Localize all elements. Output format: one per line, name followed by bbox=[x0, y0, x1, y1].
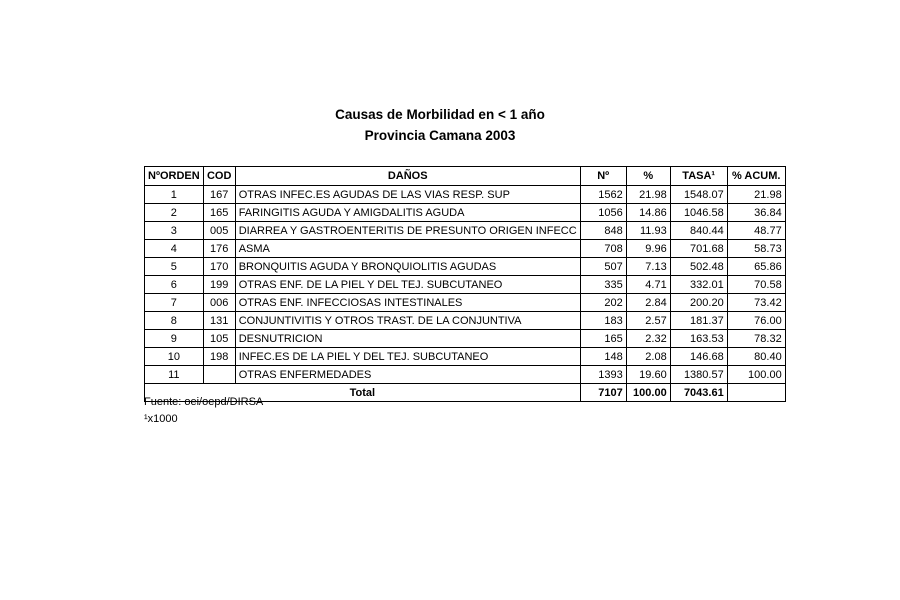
cell-cod: 170 bbox=[203, 258, 235, 276]
cell-tasa: 181.37 bbox=[670, 312, 727, 330]
cell-cod: 105 bbox=[203, 330, 235, 348]
cell-numero: 1562 bbox=[580, 186, 626, 204]
cell-total-numero: 7107 bbox=[580, 384, 626, 402]
cell-orden: 2 bbox=[145, 204, 204, 222]
cell-acumulado: 100.00 bbox=[727, 366, 785, 384]
column-header-porcentaje: % bbox=[626, 167, 670, 186]
cell-cod: 165 bbox=[203, 204, 235, 222]
table-body bbox=[145, 186, 786, 402]
cell-danos: ASMA bbox=[235, 240, 580, 258]
cell-tasa: 146.68 bbox=[670, 348, 727, 366]
column-header-acumulado: % ACUM. bbox=[727, 167, 785, 186]
cell-cod: 199 bbox=[203, 276, 235, 294]
cell-tasa: 840.44 bbox=[670, 222, 727, 240]
cell-porcentaje: 14.86 bbox=[626, 204, 670, 222]
cell-porcentaje: 21.98 bbox=[626, 186, 670, 204]
cell-orden: 5 bbox=[145, 258, 204, 276]
cell-danos: INFEC.ES DE LA PIEL Y DEL TEJ. SUBCUTANEO bbox=[235, 348, 580, 366]
cell-orden: 8 bbox=[145, 312, 204, 330]
cell-numero: 148 bbox=[580, 348, 626, 366]
cell-porcentaje: 4.71 bbox=[626, 276, 670, 294]
table-header bbox=[145, 167, 786, 186]
cell-acumulado: 48.77 bbox=[727, 222, 785, 240]
cell-danos: DIARREA Y GASTROENTERITIS DE PRESUNTO ORIGEN INFECC bbox=[235, 222, 580, 240]
cell-cod: 006 bbox=[203, 294, 235, 312]
footnote-tasa-unit: ¹x1000 bbox=[144, 413, 178, 425]
cell-cod bbox=[203, 366, 235, 384]
cell-danos: OTRAS ENF. DE LA PIEL Y DEL TEJ. SUBCUTANEO bbox=[235, 276, 580, 294]
cell-porcentaje: 2.84 bbox=[626, 294, 670, 312]
cell-orden: 6 bbox=[145, 276, 204, 294]
cell-porcentaje: 9.96 bbox=[626, 240, 670, 258]
table-row bbox=[145, 222, 786, 240]
cell-orden: 7 bbox=[145, 294, 204, 312]
cell-porcentaje: 2.32 bbox=[626, 330, 670, 348]
column-header-orden: NºORDEN bbox=[145, 167, 204, 186]
cell-numero: 708 bbox=[580, 240, 626, 258]
column-header-tasa: TASA¹ bbox=[670, 167, 727, 186]
cell-danos: DESNUTRICION bbox=[235, 330, 580, 348]
cell-acumulado: 80.40 bbox=[727, 348, 785, 366]
column-header-danos: DAÑOS bbox=[235, 167, 580, 186]
cell-danos: BRONQUITIS AGUDA Y BRONQUIOLITIS AGUDAS bbox=[235, 258, 580, 276]
cell-numero: 848 bbox=[580, 222, 626, 240]
cell-orden: 1 bbox=[145, 186, 204, 204]
cell-numero: 183 bbox=[580, 312, 626, 330]
cell-total-tasa: 7043.61 bbox=[670, 384, 727, 402]
cell-danos: OTRAS ENFERMEDADES bbox=[235, 366, 580, 384]
cell-cod: 167 bbox=[203, 186, 235, 204]
title-line-1: Causas de Morbilidad en < 1 año bbox=[335, 107, 545, 122]
table-row bbox=[145, 312, 786, 330]
cell-tasa: 701.68 bbox=[670, 240, 727, 258]
table-row bbox=[145, 240, 786, 258]
cell-tasa: 200.20 bbox=[670, 294, 727, 312]
cell-porcentaje: 11.93 bbox=[626, 222, 670, 240]
cell-numero: 165 bbox=[580, 330, 626, 348]
cell-total-porcentaje: 100.00 bbox=[626, 384, 670, 402]
cell-acumulado: 78.32 bbox=[727, 330, 785, 348]
cell-orden: 4 bbox=[145, 240, 204, 258]
cell-acumulado: 36.84 bbox=[727, 204, 785, 222]
page-title bbox=[144, 104, 736, 146]
cell-tasa: 163.53 bbox=[670, 330, 727, 348]
table-row bbox=[145, 276, 786, 294]
table-row bbox=[145, 258, 786, 276]
cell-numero: 1056 bbox=[580, 204, 626, 222]
cell-orden: 11 bbox=[145, 366, 204, 384]
cell-cod: 198 bbox=[203, 348, 235, 366]
cell-numero: 507 bbox=[580, 258, 626, 276]
cell-tasa: 1380.57 bbox=[670, 366, 727, 384]
cell-orden: 3 bbox=[145, 222, 204, 240]
cell-acumulado: 21.98 bbox=[727, 186, 785, 204]
cell-acumulado: 70.58 bbox=[727, 276, 785, 294]
cell-acumulado: 76.00 bbox=[727, 312, 785, 330]
footnote-fuente: Fuente: oei/oepd/DIRSA bbox=[144, 396, 264, 408]
title-line-2: Provincia Camana 2003 bbox=[364, 128, 516, 143]
cell-orden: 9 bbox=[145, 330, 204, 348]
cell-danos: OTRAS INFEC.ES AGUDAS DE LAS VIAS RESP. SUP bbox=[235, 186, 580, 204]
table-row bbox=[145, 186, 786, 204]
cell-porcentaje: 7.13 bbox=[626, 258, 670, 276]
cell-porcentaje: 19.60 bbox=[626, 366, 670, 384]
cell-danos: FARINGITIS AGUDA Y AMIGDALITIS AGUDA bbox=[235, 204, 580, 222]
cell-total-label: Total bbox=[145, 384, 581, 402]
column-header-cod: COD bbox=[203, 167, 235, 186]
table-row bbox=[145, 348, 786, 366]
cell-cod: 176 bbox=[203, 240, 235, 258]
morbidity-table bbox=[144, 166, 786, 402]
table-header-row bbox=[145, 167, 786, 186]
cell-acumulado: 65.86 bbox=[727, 258, 785, 276]
cell-acumulado: 73.42 bbox=[727, 294, 785, 312]
cell-numero: 202 bbox=[580, 294, 626, 312]
cell-orden: 10 bbox=[145, 348, 204, 366]
table-row bbox=[145, 366, 786, 384]
cell-porcentaje: 2.08 bbox=[626, 348, 670, 366]
cell-danos: CONJUNTIVITIS Y OTROS TRAST. DE LA CONJUNTIVA bbox=[235, 312, 580, 330]
cell-danos: OTRAS ENF. INFECCIOSAS INTESTINALES bbox=[235, 294, 580, 312]
table-row bbox=[145, 330, 786, 348]
cell-acumulado: 58.73 bbox=[727, 240, 785, 258]
cell-tasa: 1046.58 bbox=[670, 204, 727, 222]
table-row bbox=[145, 294, 786, 312]
cell-numero: 335 bbox=[580, 276, 626, 294]
cell-tasa: 332.01 bbox=[670, 276, 727, 294]
cell-tasa: 502.48 bbox=[670, 258, 727, 276]
table-row bbox=[145, 204, 786, 222]
cell-tasa: 1548.07 bbox=[670, 186, 727, 204]
cell-porcentaje: 2.57 bbox=[626, 312, 670, 330]
cell-numero: 1393 bbox=[580, 366, 626, 384]
cell-total-acumulado bbox=[727, 384, 785, 402]
cell-cod: 131 bbox=[203, 312, 235, 330]
cell-cod: 005 bbox=[203, 222, 235, 240]
column-header-numero: Nº bbox=[580, 167, 626, 186]
